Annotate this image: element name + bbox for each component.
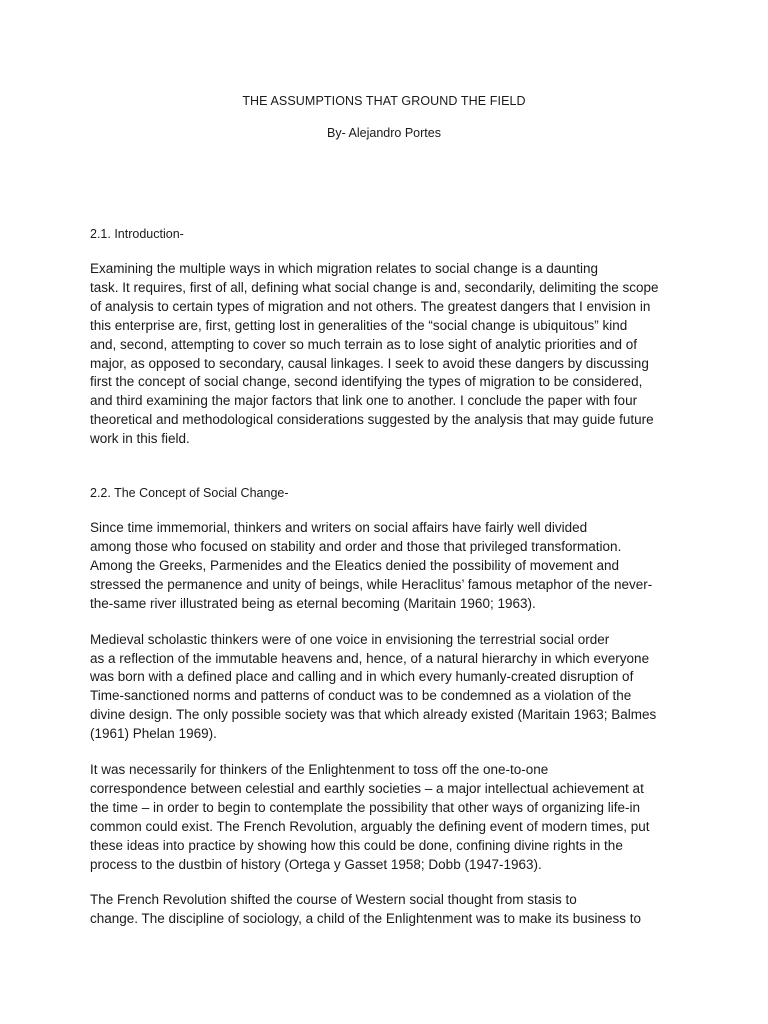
text-line: Since time immemorial, thinkers and writers on social affairs have fairly well divided [90, 520, 588, 536]
paragraph-social-change-1 [90, 519, 690, 614]
text-line: among those who focused on stability and order and those that privileged transformation. [90, 538, 622, 554]
text-line: was born with a defined place and calling and in which every humanly-created disruption of [90, 669, 634, 685]
text-line: the-same river illustrated being as eternal becoming (Maritain 1960; 1963). [90, 595, 536, 611]
text-line: Medieval scholastic thinkers were of one voice in envisioning the terrestrial social order [90, 631, 610, 647]
text-line: It was necessarily for thinkers of the Enlightenment to toss off the one-to-one [90, 762, 549, 778]
text-line: common could exist. The French Revolution, arguably the defining event of modern times, put [90, 818, 650, 834]
text-line: first the concept of social change, second identifying the types of migration to be considered, [90, 374, 643, 390]
text-line: task. It requires, first of all, defining what social change is and, secondarily, delimiting the scope [90, 279, 659, 295]
text-line: process to the dustbin of history (Ortega y Gasset 1958; Dobb (1947-1963). [90, 856, 542, 872]
text-line: of analysis to certain types of migration and not others. The greatest dangers that I envision in [90, 298, 651, 314]
document-author: By- Alejandro Portes [327, 126, 441, 140]
text-line: divine design. The only possible society was that which already existed (Maritain 1963; Balmes [90, 707, 657, 723]
text-line: the time – in order to begin to contemplate the possibility that other ways of organizing life-in [90, 799, 641, 815]
text-line: major, as opposed to secondary, causal linkages. I seek to avoid these dangers by discussing [90, 355, 649, 371]
paragraph-social-change-4 [90, 891, 690, 929]
text-line: stressed the permanence and unity of beings, while Heraclitus’ famous metaphor of the never- [90, 576, 653, 592]
text-line: Among the Greeks, Parmenides and the Eleatics denied the possibility of movement and [90, 557, 620, 573]
paragraph-social-change-3 [90, 761, 690, 874]
text-line: change. The discipline of sociology, a child of the Enlightenment was to make its business to [90, 911, 642, 927]
text-line: and, second, attempting to cover so much terrain as to lose sight of analytic priorities and of [90, 336, 638, 352]
section-heading-introduction: 2.1. Introduction- [90, 227, 184, 241]
text-line: these ideas into practice by showing how this could be done, confining divine rights in the [90, 837, 623, 853]
text-line: work in this field. [90, 431, 190, 447]
document-body [90, 226, 690, 929]
document-title: THE ASSUMPTIONS THAT GROUND THE FIELD [242, 94, 526, 108]
text-line: (1961) Phelan 1969). [90, 726, 217, 742]
text-line: Time-sanctioned norms and patterns of conduct was to be condemned as a violation of the [90, 688, 632, 704]
text-line: this enterprise are, first, getting lost in generalities of the “social change is ubiquitous” kind [90, 317, 628, 333]
text-line: The French Revolution shifted the course of Western social thought from stasis to [90, 892, 577, 908]
text-line: as a reflection of the immutable heavens and, hence, of a natural hierarchy in which everyone [90, 650, 650, 666]
section-heading-social-change: 2.2. The Concept of Social Change- [90, 486, 289, 501]
text-line: theoretical and methodological considerations suggested by the analysis that may guide future [90, 412, 654, 428]
paragraph-social-change-2 [90, 631, 690, 744]
text-line: correspondence between celestial and earthly societies – a major intellectual achievement at [90, 780, 644, 796]
text-line: Examining the multiple ways in which migration relates to social change is a daunting [90, 261, 599, 276]
paragraph-introduction [90, 260, 690, 449]
text-line: and third examining the major factors that link one to another. I conclude the paper with four [90, 393, 638, 409]
